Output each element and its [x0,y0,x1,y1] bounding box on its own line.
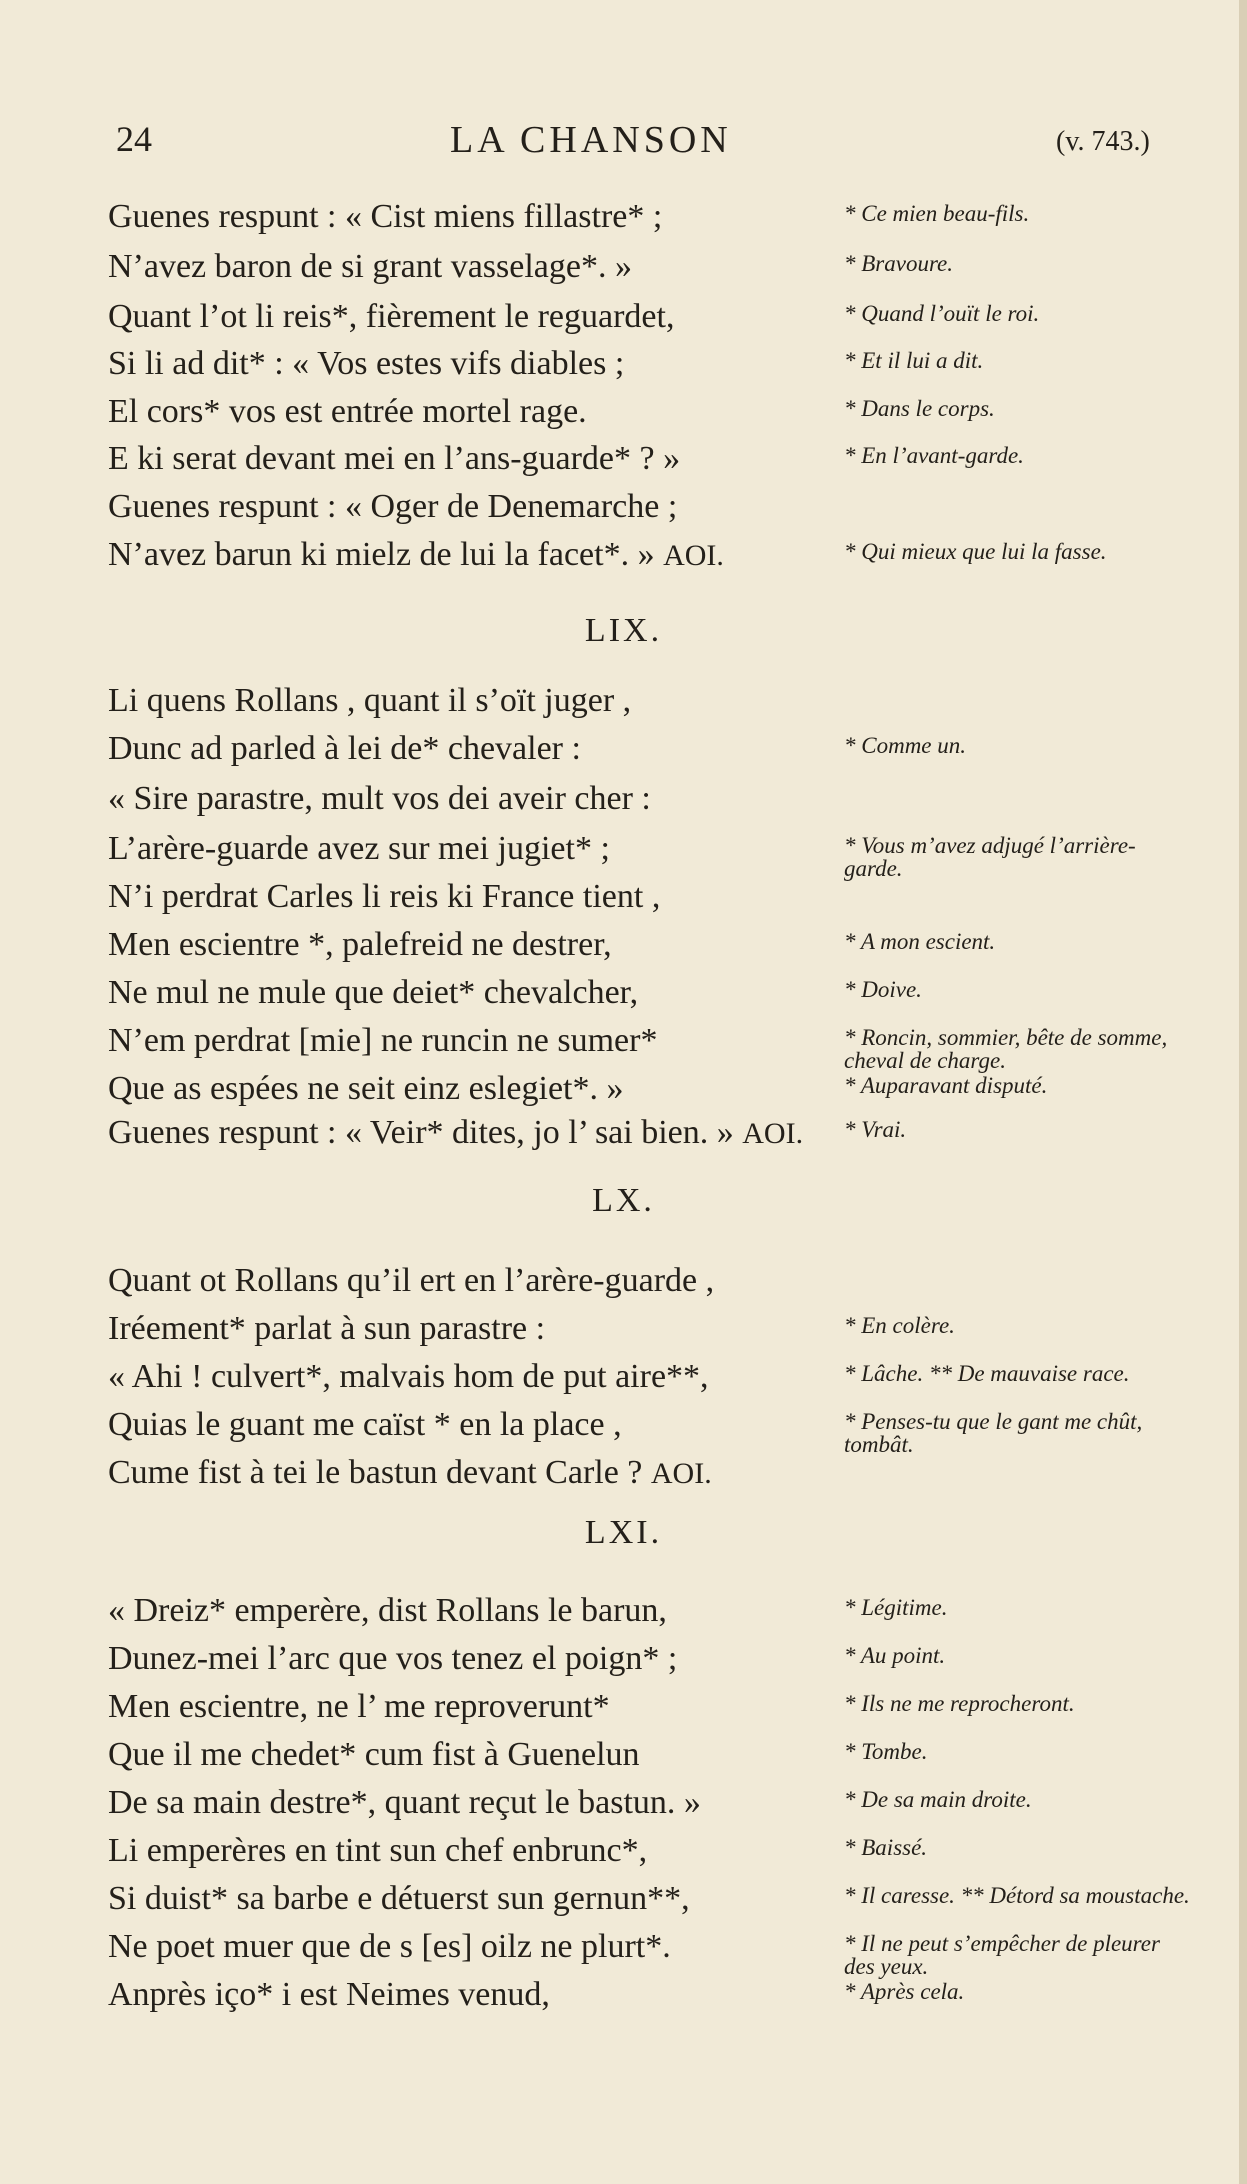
running-title: LA CHANSON [450,119,732,161]
gloss-note: * Et il lui a dit. [844,348,984,373]
verse-text: Quias le guant me caïst * en la place , [108,1406,622,1443]
verse-line [0,1070,1247,1116]
verse-text: Men escientre, ne l’ me reproverunt* [108,1688,610,1725]
verse-text: Quant l’ot li reis*, fièrement le reguardet, [108,298,675,335]
gloss-note: * Après cela. [844,1979,965,2004]
verse-line [0,1640,1247,1686]
gloss-note: * Qui mieux que lui la fasse. [844,539,1107,564]
gloss-note: * Au point. [844,1643,946,1668]
verse-line [0,1880,1247,1926]
aoi-marker: AOI. [663,539,724,572]
verse-line [0,298,1247,344]
aoi-marker: AOI. [650,1457,712,1490]
verse-line [0,536,1247,582]
verse-line [0,198,1247,244]
verse-line [0,488,1247,534]
verse-line [0,974,1247,1020]
verse-text: Guenes respunt : « Oger de Denemarche ; [108,488,678,525]
verse-text: Anprès iço* i est Neimes venud, [108,1976,550,2013]
verse-text: Ne poet muer que de s [es] oilz ne plurt*. [108,1928,671,1965]
gloss-note: * Il ne peut s’empêcher de pleurer des yeux. [844,1931,1160,1979]
gloss-note: * Doive. [844,977,922,1002]
gloss-note: * Roncin, sommier, bête de somme, cheval de charge. [844,1025,1168,1073]
verse-text: Li emperères en tint sun chef enbrunc*, [108,1832,648,1869]
gloss-note: * Ce mien beau-fils. [844,201,1030,226]
verse-text: Si li ad dit* : « Vos estes vifs diables ; [108,345,625,382]
gloss-note: * Lâche. ** De mauvaise race. [844,1361,1130,1386]
verse-line [0,1832,1247,1878]
stanza-heading-lix: LIX. [584,612,663,649]
gloss-note: * A mon escient. [844,929,996,954]
aoi-marker: AOI. [742,1117,804,1150]
verse-line [0,1688,1247,1734]
gloss-note: * Penses-tu que le gant me chût, tombât. [844,1409,1143,1457]
verse-line [0,1358,1247,1404]
verse-text: N’em perdrat [mie] ne runcin ne sumer* [108,1022,658,1059]
verse-line [0,1114,1247,1160]
verse-line [0,1022,1247,1073]
gloss-note: * Comme un. [844,733,967,758]
verse-text: Guenes respunt : « Cist miens fillastre* ; [108,198,663,235]
page-number: 24 [116,119,152,159]
gloss-note: * Vous m’avez adjugé l’arrière-garde. [844,833,1136,881]
verse-text: Dunc ad parled à lei de* chevaler : [108,730,581,767]
verse-text: Iréement* parlat à sun parastre : [108,1310,546,1347]
gloss-note: * Auparavant disputé. [844,1073,1048,1098]
gloss-note: * Tombe. [844,1739,928,1764]
gloss-note: * De sa main droite. [844,1787,1032,1812]
verse-text: « Dreiz* emperère, dist Rollans le barun, [108,1592,667,1629]
verse-text: « Sire parastre, mult vos dei aveir cher : [108,780,651,817]
verse-line [0,440,1247,486]
verse-line [0,780,1247,826]
verse-line [0,1592,1247,1638]
verse-text: N’avez barun ki mielz de lui la facet*. » AOI. [108,536,724,573]
verse-line [0,248,1247,294]
verse-line [0,1406,1247,1457]
gloss-note: * En colère. [844,1313,955,1338]
stanza-heading-lx: LX. [592,1182,655,1219]
verse-line [0,1928,1247,1979]
running-header [0,118,1247,168]
gloss-note: * En l’avant-garde. [844,443,1024,468]
verse-line [0,830,1247,881]
verse-text: Guenes respunt : « Veir* dites, jo l’ sai bien. » AOI. [108,1114,804,1151]
gloss-note: * Dans le corps. [844,396,995,421]
verse-text: E ki serat devant mei en l’ans-guarde* ? » [108,440,681,477]
verse-line [0,1262,1247,1308]
verse-text: Que as espées ne seit einz eslegiet*. » [108,1070,624,1107]
gloss-note: * Légitime. [844,1595,948,1620]
verse-text: L’arère-guarde avez sur mei jugiet* ; [108,830,610,867]
stanza-heading-lxi: LXI. [584,1514,663,1551]
verse-text: El cors* vos est entrée mortel rage. [108,393,587,430]
verse-line [0,730,1247,776]
verse-text: Dunez-mei l’arc que vos tenez el poign* ; [108,1640,678,1677]
verse-text: Que il me chedet* cum fist à Guenelun [108,1736,640,1773]
verse-text: N’i perdrat Carles li reis ki France tient , [108,878,661,915]
verse-line [0,1784,1247,1830]
verse-line [0,878,1247,924]
gloss-note: * Baissé. [844,1835,928,1860]
verse-line [0,345,1247,391]
verse-text: Cume fist à tei le bastun devant Carle ? AOI. [108,1454,712,1491]
gloss-note: * Vrai. [844,1117,907,1142]
verse-line [0,1454,1247,1500]
verse-line [0,393,1247,439]
verse-line [0,926,1247,972]
verse-text: Men escientre *, palefreid ne destrer, [108,926,612,963]
verse-line [0,1976,1247,2022]
verse-line [0,682,1247,728]
verse-text: N’avez baron de si grant vasselage*. » [108,248,632,285]
verse-text: De sa main destre*, quant reçut le bastun. » [108,1784,701,1821]
verse-line [0,1310,1247,1356]
verse-text: Ne mul ne mule que deiet* chevalcher, [108,974,639,1011]
verse-reference: (v. 743.) [1056,126,1150,157]
gloss-note: * Quand l’ouït le roi. [844,301,1040,326]
verse-text: « Ahi ! culvert*, malvais hom de put aire**, [108,1358,709,1395]
gloss-note: * Bravoure. [844,251,954,276]
gloss-note: * Il caresse. ** Détord sa moustache. [844,1883,1190,1908]
verse-text: Si duist* sa barbe e détuerst sun gernun**, [108,1880,690,1917]
gloss-note: * Ils ne me reprocheront. [844,1691,1075,1716]
verse-line [0,1736,1247,1782]
verse-text: Quant ot Rollans qu’il ert en l’arère-guarde , [108,1262,715,1299]
verse-text: Li quens Rollans , quant il s’oït juger , [108,682,632,719]
